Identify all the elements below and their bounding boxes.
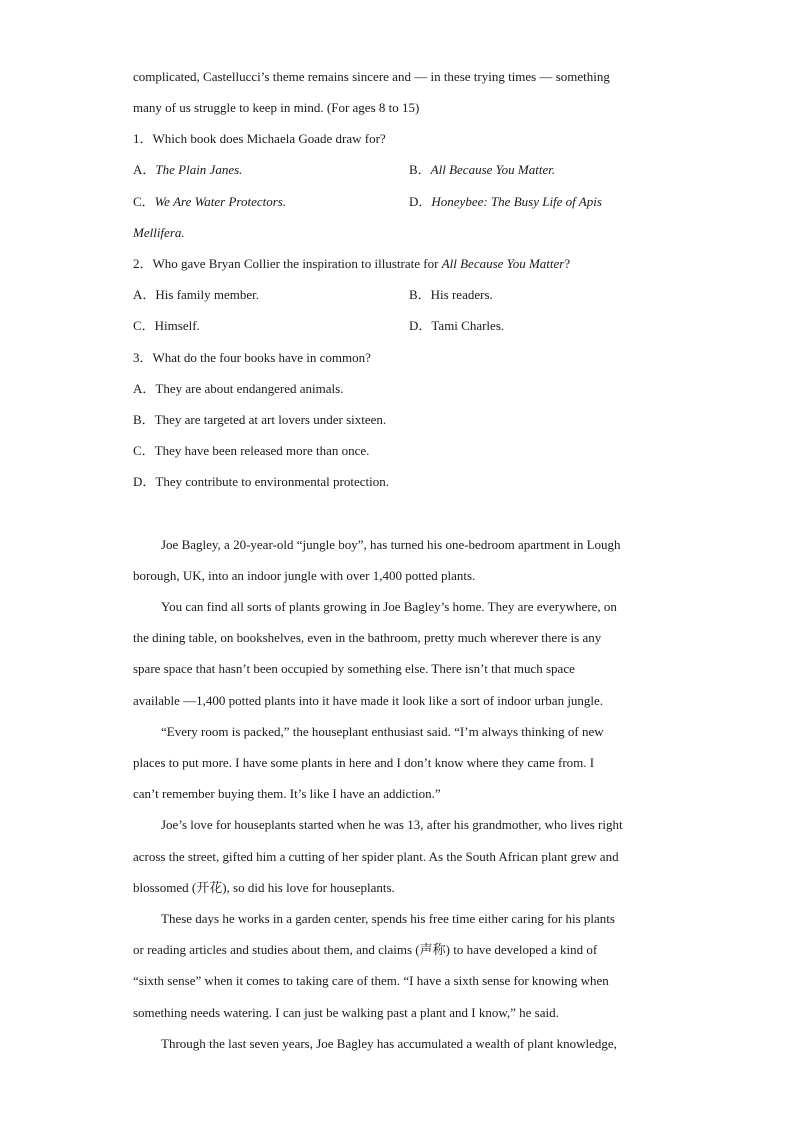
passage-line: blossomed (开花), so did his love for houseplants. bbox=[133, 880, 395, 895]
passage-line: something needs watering. I can just be walking past a plant and I know,” he said. bbox=[133, 1005, 559, 1020]
passage-line: places to put more. I have some plants in here and I don’t know where they came from. I bbox=[133, 755, 595, 770]
question-2: 2．Who gave Bryan Collier the inspiration to illustrate for All Because You Matter? bbox=[133, 256, 571, 271]
passage-line: “sixth sense” when it comes to taking care of them. “I have a sixth sense for knowing when bbox=[133, 973, 609, 988]
question-3-option-a: A．They are about endangered animals. bbox=[133, 381, 344, 396]
passage-line: Joe Bagley, a 20-year-old “jungle boy”, has turned his one-bedroom apartment in Lough bbox=[161, 537, 621, 552]
passage-line: Joe’s love for houseplants started when he was 13, after his grandmother, who lives right bbox=[161, 817, 623, 832]
text-line: many of us struggle to keep in mind. (For ages 8 to 15) bbox=[133, 100, 420, 115]
question-3-option-b: B．They are targeted at art lovers under sixteen. bbox=[133, 412, 387, 427]
question-3: 3．What do the four books have in common? bbox=[133, 350, 371, 365]
passage-line: Through the last seven years, Joe Bagley has accumulated a wealth of plant knowledge, bbox=[161, 1036, 617, 1051]
text-line: complicated, Castellucci’s theme remains sincere and — in these trying times — something bbox=[133, 69, 610, 84]
passage-line: or reading articles and studies about them, and claims (声称) to have developed a kind of bbox=[133, 942, 598, 957]
question-2-option-a: A．His family member. bbox=[133, 287, 260, 302]
question-1: 1．Which book does Michaela Goade draw for? bbox=[133, 131, 386, 146]
question-1-option-d: D．Honeybee: The Busy Life of Apis bbox=[409, 194, 602, 209]
passage-line: the dining table, on bookshelves, even in the bathroom, pretty much wherever there is any bbox=[133, 630, 602, 645]
passage-line: borough, UK, into an indoor jungle with over 1,400 potted plants. bbox=[133, 568, 476, 583]
passage-line: across the street, gifted him a cutting of her spider plant. As the South African plant grew and bbox=[133, 849, 619, 864]
question-3-option-d: D．They contribute to environmental protection. bbox=[133, 474, 389, 489]
question-2-option-b: B．His readers. bbox=[409, 287, 493, 302]
question-3-option-c: C．They have been released more than once. bbox=[133, 443, 370, 458]
question-1-option-a: A．The Plain Janes. bbox=[133, 162, 243, 177]
question-1-option-d-cont: Mellifera. bbox=[133, 225, 185, 240]
question-1-option-b: B．All Because You Matter. bbox=[409, 162, 556, 177]
question-2-option-d: D．Tami Charles. bbox=[409, 318, 505, 333]
question-1-option-c: C．We Are Water Protectors. bbox=[133, 194, 287, 209]
passage-line: These days he works in a garden center, spends his free time either caring for his plants bbox=[161, 911, 615, 926]
passage-line: can’t remember buying them. It’s like I have an addiction.” bbox=[133, 786, 441, 801]
passage-line: You can find all sorts of plants growing in Joe Bagley’s home. They are everywhere, on bbox=[161, 599, 617, 614]
passage-line: available —1,400 potted plants into it have made it look like a sort of indoor urban jungle. bbox=[133, 693, 604, 708]
question-2-option-c: C．Himself. bbox=[133, 318, 200, 333]
passage-line: spare space that hasn’t been occupied by something else. There isn’t that much space bbox=[133, 661, 575, 676]
passage-line: “Every room is packed,” the houseplant enthusiast said. “I’m always thinking of new bbox=[161, 724, 604, 739]
